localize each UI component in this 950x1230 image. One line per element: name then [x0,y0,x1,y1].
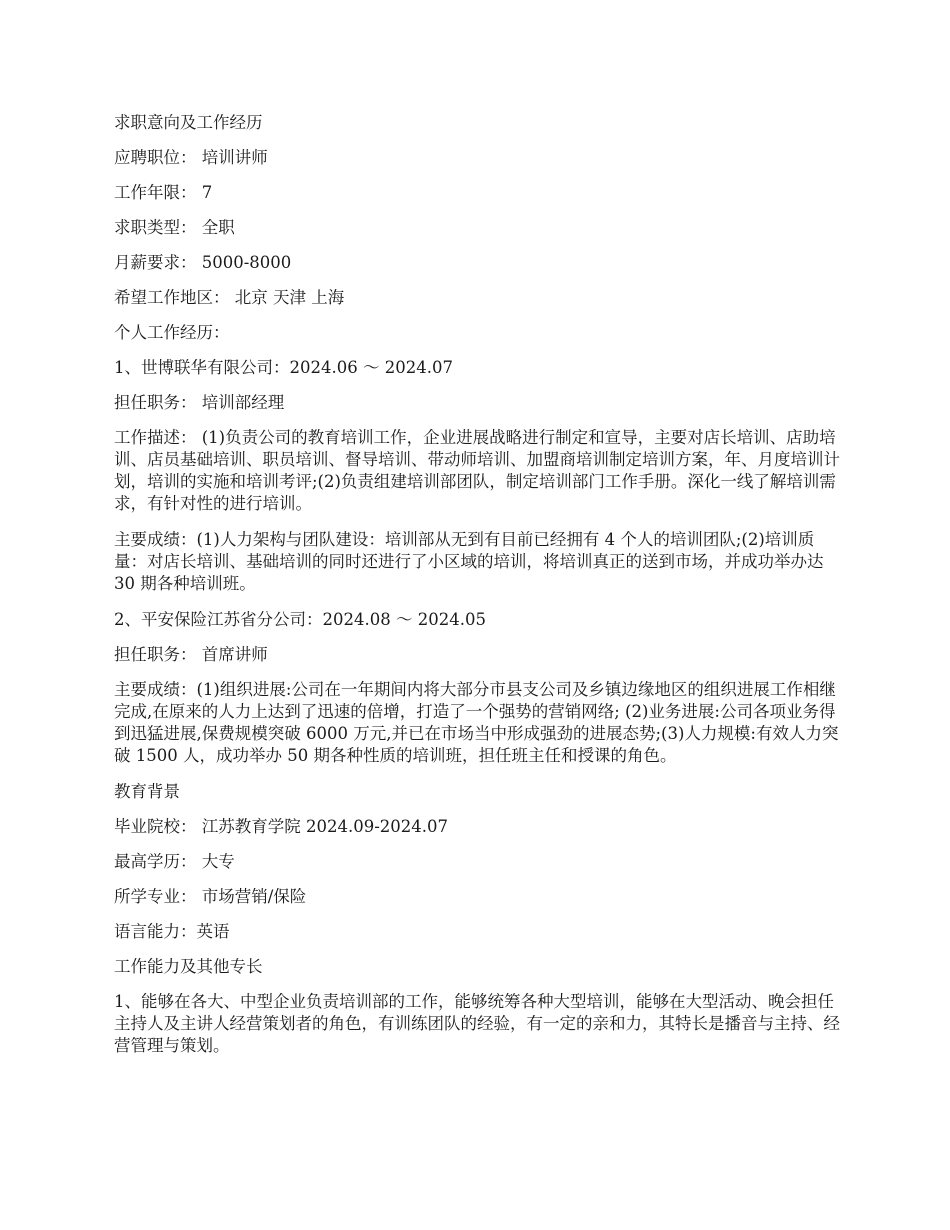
position-line: 应聘职位： 培训讲师 [114,148,268,167]
language-line: 语言能力：英语 [114,922,230,941]
section-heading-skills: 工作能力及其他专长 [114,957,263,976]
job1-company: 1、世博联华有限公司：2024.06 ～ 2024.07 [114,358,453,377]
experience-heading: 个人工作经历： [114,323,230,342]
job2-company: 2、平安保险江苏省分公司：2024.08 ～ 2024.05 [114,610,486,629]
major-line: 所学专业： 市场营销/保险 [114,887,307,906]
job1-achievements: 主要成绩：(1)人力架构与团队建设：培训部从无到有目前已经拥有 4 个人的培训团队;(2)培训质量：对店长培训、基础培训的同时还进行了小区域的培训，将培训真正的送到市场，并成功举办达 30 期各种培训班。 [114,530,829,593]
section-heading-education: 教育背景 [114,782,180,801]
section-heading-job-intent: 求职意向及工作经历 [114,113,263,132]
job1-title: 担任职务： 培训部经理 [114,393,285,412]
school-line: 毕业院校： 江苏教育学院 2024.09-2024.07 [114,817,449,836]
resume-document [114,112,840,1071]
job1-description: 工作描述： (1)负责公司的教育培训工作，企业进展战略进行制定和宣导，主要对店长培训、店助培训、店员基础培训、职员培训、督导培训、带动师培训、加盟商培训制定培训方案，年、月度培训计划，培训的实施和培训考评;(2)负责组建培训部团队，制定培训部门工作手册。深化一线了解培训需求，有针对性的进行培训。 [114,428,840,513]
job2-title: 担任职务： 首席讲师 [114,645,268,664]
location-line: 希望工作地区： 北京 天津 上海 [114,288,345,307]
job2-achievements: 主要成绩：(1)组织进展:公司在一年期间内将大部分市县支公司及乡镇边缘地区的组织进展工作相继完成,在原来的人力上达到了迅速的倍增，打造了一个强势的营销网络; (2)业务进展:公司各项业务得到迅猛进展,保费规模突破 6000 万元,并已在市场当中形成强劲的进展态势;(3)人力规模:有效人力突破 1500 人，成功举办 50 期各种性质的培训班，担任班主任和授课的角色。 [114,680,839,765]
job-type-line: 求职类型： 全职 [114,218,235,237]
salary-line: 月薪要求： 5000-8000 [114,253,292,272]
degree-line: 最高学历： 大专 [114,852,235,871]
skills-text: 1、能够在各大、中型企业负责培训部的工作，能够统筹各种大型培训，能够在大型活动、晚会担任主持人及主讲人经营策划者的角色，有训练团队的经验，有一定的亲和力，其特长是播音与主持、经营管理与策划。 [114,992,840,1055]
years-line: 工作年限： 7 [114,183,213,202]
